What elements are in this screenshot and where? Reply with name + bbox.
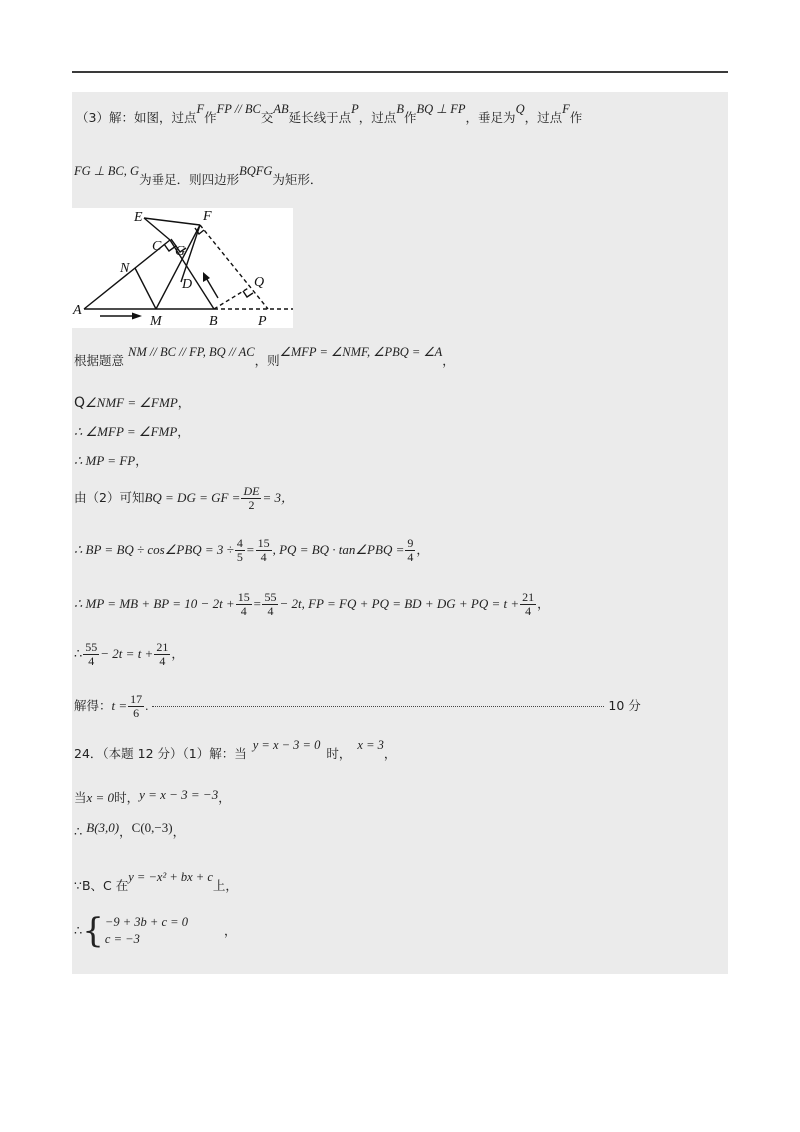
line-1: （3）解：如图，过点F作FP // BC交AB延长线于点P，过点B作BQ ⊥ FP，垂足为Q，过点F作 <box>76 102 583 125</box>
line-6: ∴ MP = FP， <box>74 453 148 468</box>
line-12: 24．（本题 12 分）（1）解：当y = x − 3 = 0时，x = 3， <box>74 738 397 761</box>
label-G: G <box>175 244 186 259</box>
label-P: P <box>258 314 267 328</box>
segment-EF <box>144 218 200 225</box>
line-4: Q∠NMF = ∠FMP， <box>74 395 191 411</box>
label-F: F <box>203 209 212 224</box>
line-5: ∴ ∠MFP = ∠FMP， <box>74 424 190 439</box>
segment-BQ-dashed <box>214 287 250 309</box>
geometry-figure <box>72 208 293 328</box>
header-rule <box>72 71 728 73</box>
line-14: ∴ B(3,0)，C(0,−3)， <box>74 820 186 839</box>
segment-NM <box>135 268 156 309</box>
label-B: B <box>209 314 218 328</box>
label-C: C <box>152 239 162 254</box>
label-Q: Q <box>254 275 265 290</box>
segment-MF <box>156 225 200 309</box>
arrow-AM-head <box>132 313 142 320</box>
system-brace: { <box>82 911 104 951</box>
line-11: 解得：t = $\frac{17}{6}$ . 10 分 <box>74 692 641 720</box>
line-8: ∴ BP = BQ ÷ cos∠PBQ = 3 ÷ $\frac{4}{5}$ = $\frac{15}{4}$ , PQ = BQ · tan∠PBQ = $\frac{9}{4}$ ， <box>74 536 429 564</box>
right-angle-Q <box>243 291 253 297</box>
label-E: E <box>134 210 143 225</box>
fraction-DE-2: $\frac{DE}{2}$ <box>243 484 260 512</box>
line-3: 根据题意NM // BC // FP, BQ // AC，则∠MFP = ∠NMF, ∠PBQ = ∠A， <box>74 345 455 368</box>
line-7: 由（2）可知BQ = DG = GF = $\frac{DE}{2}$ = 3， <box>74 484 294 512</box>
line-2: FG ⊥ BC, G为垂足．则四边形BQFG为矩形． <box>74 164 323 187</box>
label-D: D <box>182 277 193 292</box>
equation-system: −9 + 3b + c = 0 c = −3 <box>104 915 188 946</box>
label-A: A <box>73 303 82 318</box>
line-16: ∴{ −9 + 3b + c = 0 c = −3 ， <box>74 911 237 951</box>
line-10: ∴ $\frac{55}{4}$ − 2t = t + $\frac{21}{4}$ ， <box>74 640 184 668</box>
line-13: 当x = 0时，y = x − 3 = −3， <box>74 787 231 805</box>
line-9: ∴ MP = MB + BP = 10 − 2t + $\frac{15}{4}$ = $\frac{55}{4}$ − 2t, FP = FQ + PQ = BD + DG + PQ = t + $\frac{21}{4}$ ， <box>74 590 550 618</box>
line-15: ∵B、C 在y = −x² + bx + c上， <box>74 870 238 893</box>
geometry-diagram <box>72 208 293 328</box>
arrow-up-head <box>203 272 210 282</box>
dotted-leader <box>152 706 604 707</box>
label-N: N <box>120 261 130 276</box>
label-M: M <box>150 314 162 328</box>
